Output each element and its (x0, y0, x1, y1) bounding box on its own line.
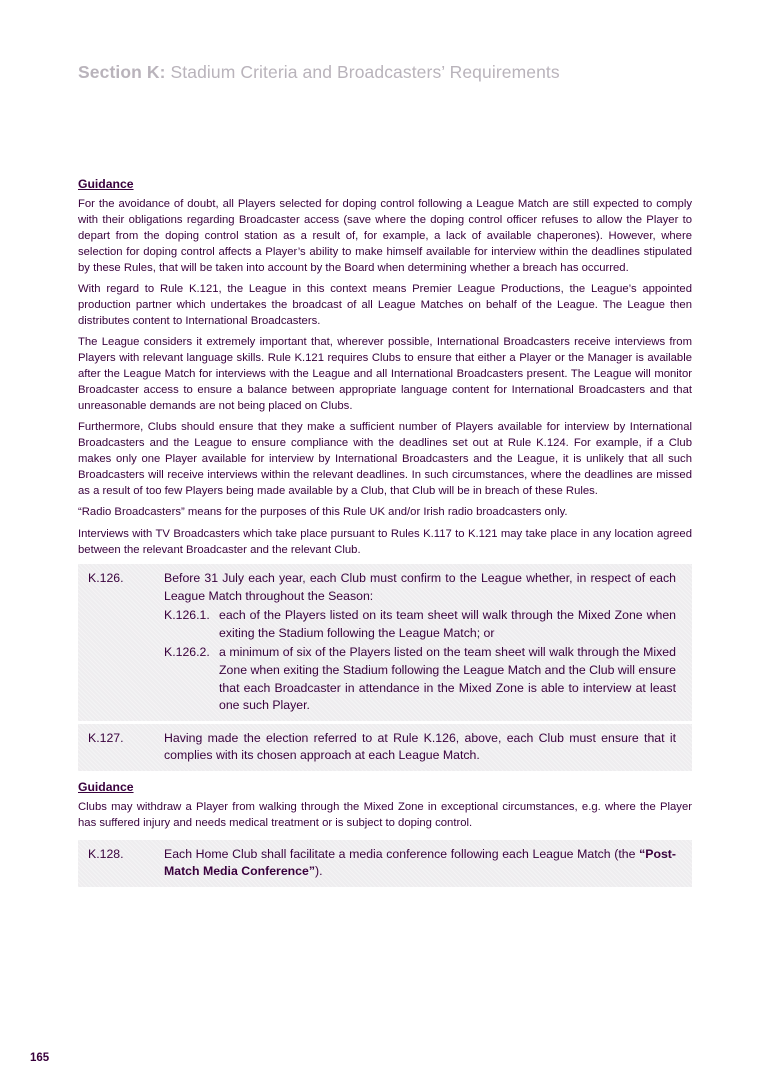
guidance-paragraph: “Radio Broadcasters” means for the purposes of this Rule UK and/or Irish radio broadcasters only. (78, 506, 568, 519)
rule-text (164, 846, 676, 881)
page-number: 165 (30, 1052, 50, 1064)
rule-number: K.127. (88, 730, 124, 745)
rule-number: K.128. (88, 846, 124, 861)
sub-rule-number: K.126.2. (164, 645, 210, 660)
rule-text: Before 31 July each year, each Club must confirm to the League whether, in respect of each League Match throughout the Season: (164, 571, 676, 603)
rule-k128 (88, 846, 676, 881)
guidance-paragraph: With regard to Rule K.121, the League in this context means Premier League Productions, the League’s appointed production partner which undertakes the broadcast of all League Matches on behalf of the League. The League then distributes content to International Broadcasters. (78, 283, 692, 327)
sub-rule-k126-1 (164, 607, 676, 642)
guidance-heading: Guidance (78, 177, 134, 191)
guidance-heading: Guidance (78, 779, 134, 794)
rule-text-start: Each Home Club shall facilitate a media conference following each League Match (the (164, 846, 640, 861)
rule-k128-box (78, 840, 692, 887)
rule-text: Having made the election referred to at Rule K.126, above, each Club must ensure that it complies with its chosen approach at each League Match. (164, 730, 676, 763)
page-title (78, 62, 560, 83)
guidance-paragraph: Clubs may withdraw a Player from walking through the Mixed Zone in exceptional circumstances, e.g. where the Player has suffered injury and needs medical treatment or is subject to doping control. (78, 800, 692, 829)
defined-term: “Post-Match Media Conference” (164, 846, 676, 879)
rule-text-end: ). (315, 864, 323, 879)
section-label: Section K: (78, 62, 166, 82)
main-content (78, 176, 692, 890)
rule-k127 (88, 730, 676, 765)
guidance-paragraph: Furthermore, Clubs should ensure that they make a sufficient number of Players available for interview by International Broadcasters and the League to ensure compliance with the deadlines set out at Rule K.124. For example, if a Club makes only one Player available for interview by International Broadcasters and the League, it is unlikely that all such Broadcasters will receive interviews within the relevant deadlines. In such circumstances, where the deadlines are missed as a result of too few Players being made available by a Club, that Club will be in breach of these Rules. (78, 421, 692, 497)
rule-number: K.126. (88, 571, 124, 586)
guidance-paragraph: The League considers it extremely important that, wherever possible, International Broadcasters receive interviews from Players with relevant language skills. Rule K.121 requires Clubs to ensure that either a Player or the Manager is available after the League Match for interviews with the League and all International Broadcasters present. The League will monitor Broadcaster access to ensure a balance between appropriate language content for International Broadcasters and that unreasonable demands are not being placed on Clubs. (78, 336, 692, 412)
guidance-paragraph: For the avoidance of doubt, all Players selected for doping control following a League Match are still expected to comply with their obligations regarding Broadcaster access (save where the doping control officer refuses to allow the Player to depart from the doping control station as a result of, for example, a lack of available chaperones). However, where selection for doping control affects a Player’s ability to make himself available for interview within the deadlines stipulated by these Rules, that will be taken into account by the Board when determining whether a breach has occurred. (78, 198, 692, 274)
rule-k127-box (78, 724, 692, 771)
guidance-paragraph: Interviews with TV Broadcasters which take place pursuant to Rules K.117 to K.121 may take place in any location agreed between the relevant Broadcaster and the relevant Club. (78, 527, 692, 556)
rule-k126-box (78, 564, 692, 721)
sub-rule-text: a minimum of six of the Players listed on the team sheet will walk through the Mixed Zone when exiting the Stadium following the League Match and the Club will ensure that each Broadcaster in attendance in the Mixed Zone is able to interview at least one such Player. (219, 645, 676, 713)
sub-rule-text: each of the Players listed on its team sheet will walk through the Mixed Zone when exiting the Stadium following the League Match; or (219, 608, 676, 640)
sub-rule-number: K.126.1. (164, 608, 210, 623)
sub-rule-k126-2 (164, 644, 676, 714)
section-title: Stadium Criteria and Broadcasters’ Requirements (170, 62, 560, 82)
rule-k126 (88, 570, 676, 715)
